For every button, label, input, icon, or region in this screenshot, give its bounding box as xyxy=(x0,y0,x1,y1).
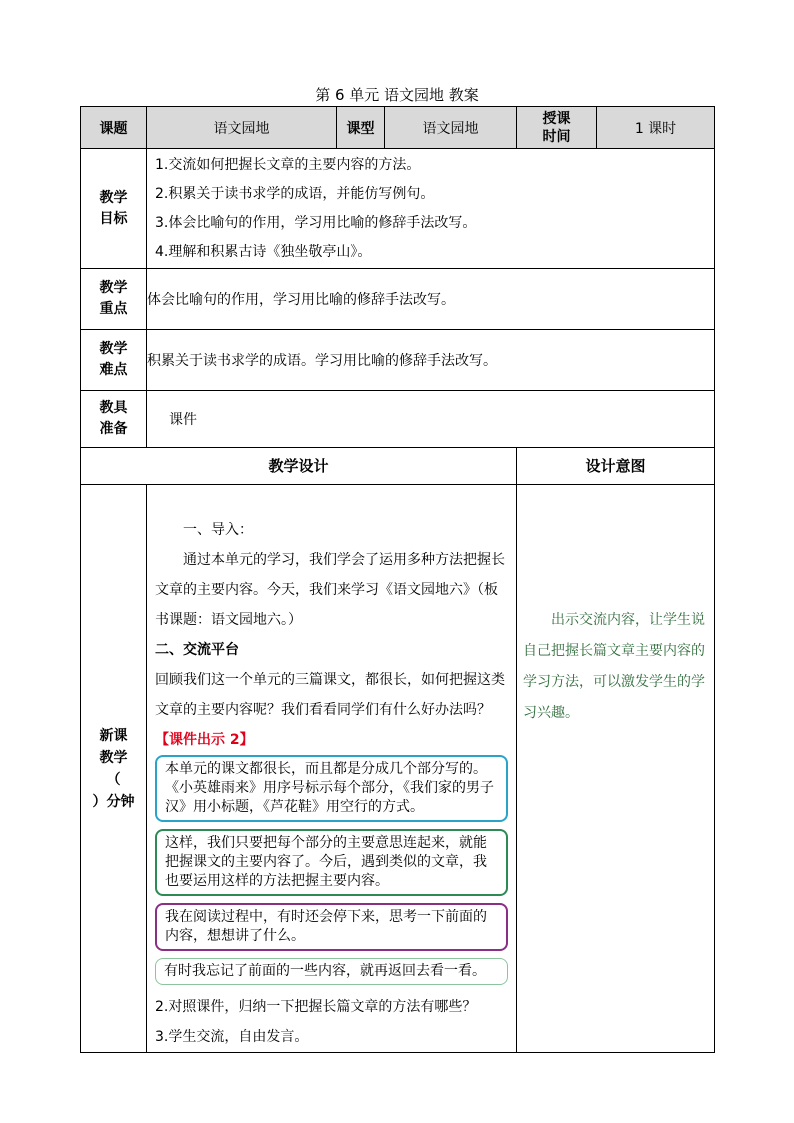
difficulty-label-line1: 教学 xyxy=(99,341,128,357)
goals-label xyxy=(81,149,147,269)
courseware-tag: 【课件出示 2】 xyxy=(155,732,254,748)
difficulty-row xyxy=(81,330,715,391)
section2-text: 回顾我们这一个单元的三篇课文，都很长，如何把握这类文章的主要内容呢？我们看看同学们有什么好办法吗？ xyxy=(155,672,505,718)
document-title: 第 6 单元 语文园地 教案 xyxy=(315,86,479,104)
header-row xyxy=(81,107,715,149)
time-label xyxy=(517,107,597,149)
focus-label-line1: 教学 xyxy=(99,280,128,296)
new-lesson-label xyxy=(81,485,147,1053)
difficulty-label xyxy=(81,330,147,391)
lesson-plan-table xyxy=(80,106,715,1053)
step2-text: 2.对照课件，归纳一下把握长篇文章的方法有哪些？ xyxy=(155,999,477,1015)
new-lesson-label-line4: ）分钟 xyxy=(92,793,135,810)
goal-item: 2.积累关于读书求学的成语，并能仿写例句。 xyxy=(155,185,435,202)
focus-row xyxy=(81,269,715,330)
time-value: 1 课时 xyxy=(597,107,715,149)
goals-label-line1: 教学 xyxy=(99,189,128,206)
tools-label-line2: 准备 xyxy=(99,421,128,437)
focus-label xyxy=(81,269,147,330)
difficulty-text: 积累关于读书求学的成语。学习用比喻的修辞手法改写。 xyxy=(147,330,715,391)
new-lesson-label-line2: 教学 xyxy=(99,749,128,766)
time-label-line1: 授课 xyxy=(542,110,571,127)
goal-item: 1.交流如何把握长文章的主要内容的方法。 xyxy=(155,156,421,173)
courseware-box: 这样，我们只要把每个部分的主要意思连起来，就能把握课文的主要内容了。今后，遇到类似的文章，我也要运用这样的方法把握主要内容。 xyxy=(155,829,508,896)
teaching-content xyxy=(147,485,517,1053)
time-label-line2: 时间 xyxy=(542,128,571,145)
courseware-box: 有时我忘记了前面的一些内容，就再返回去看一看。 xyxy=(155,958,508,985)
design-header-right: 设计意图 xyxy=(517,448,715,485)
goals-content xyxy=(147,149,715,269)
design-header-left: 教学设计 xyxy=(81,448,517,485)
goals-row xyxy=(81,149,715,269)
design-intent xyxy=(517,485,715,1053)
focus-label-line2: 重点 xyxy=(99,301,128,317)
difficulty-label-line2: 难点 xyxy=(99,362,128,378)
type-label: 课型 xyxy=(337,107,385,149)
tools-text: 课件 xyxy=(147,391,715,448)
intro-heading: 一、导入： xyxy=(183,522,253,538)
new-lesson-label-line1: 新课 xyxy=(99,727,128,744)
intro-text: 通过本单元的学习，我们学会了运用多种方法把握长文章的主要内容。今天，我们来学习《语文园地六》（板书课题：语文园地六。） xyxy=(155,552,505,628)
focus-text: 体会比喻句的作用，学习用比喻的修辞手法改写。 xyxy=(147,269,715,330)
step3-text: 3.学生交流，自由发言。 xyxy=(155,1029,309,1045)
design-header-row xyxy=(81,448,715,485)
new-lesson-label-line3: （ xyxy=(106,771,121,788)
tools-label-line1: 教具 xyxy=(99,400,128,416)
goal-item: 4.理解和积累古诗《独坐敬亭山》。 xyxy=(155,243,372,260)
courseware-box: 本单元的课文都很长，而且都是分成几个部分写的。《小英雄雨来》用序号标示每个部分，《我们家的男子汉》用小标题，《芦花鞋》用空行的方式。 xyxy=(155,755,508,822)
courseware-box: 我在阅读过程中，有时还会停下来，思考一下前面的内容，想想讲了什么。 xyxy=(155,903,508,951)
topic-label: 课题 xyxy=(81,107,147,149)
topic-value: 语文园地 xyxy=(147,107,337,149)
tools-label xyxy=(81,391,147,448)
goals-label-line2: 目标 xyxy=(99,210,128,227)
design-intent-text: 出示交流内容，让学生说自己把握长篇文章主要内容的学习方法，可以激发学生的学习兴趣。 xyxy=(523,612,705,721)
section2-heading: 二、交流平台 xyxy=(155,642,239,658)
type-value: 语文园地 xyxy=(385,107,517,149)
teaching-content-row xyxy=(81,485,715,1053)
goal-item: 3.体会比喻句的作用，学习用比喻的修辞手法改写。 xyxy=(155,214,477,231)
tools-row xyxy=(81,391,715,448)
